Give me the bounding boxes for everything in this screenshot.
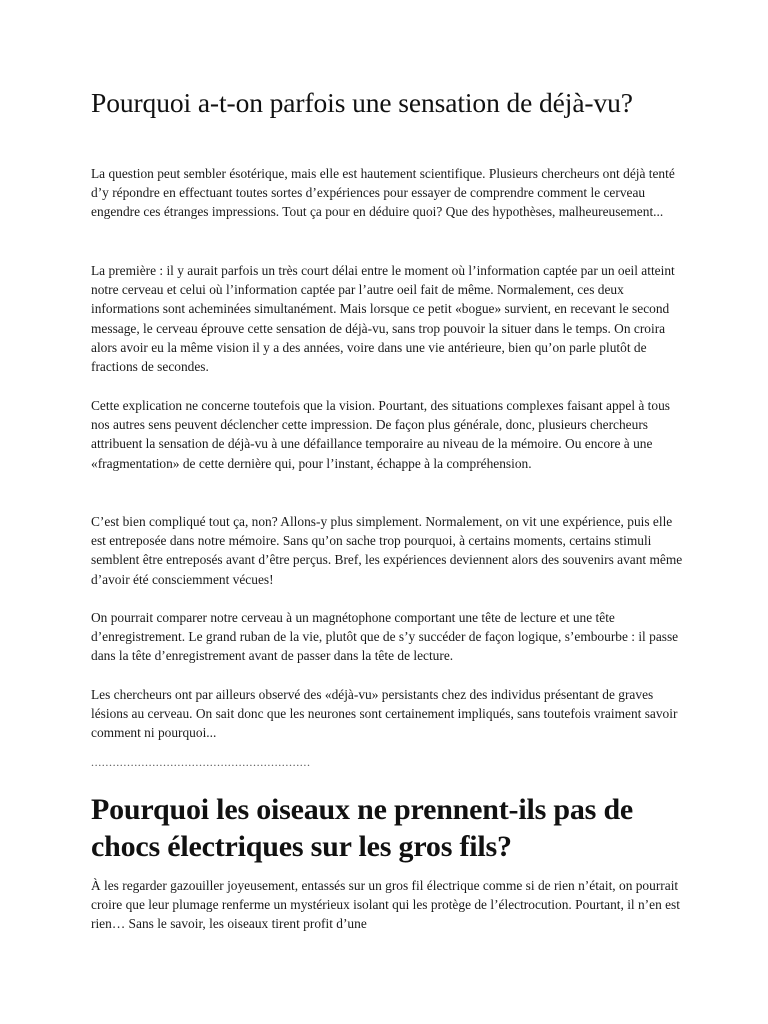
dotted-separator: ............................................................. [91, 755, 311, 769]
paragraph: La question peut sembler ésotérique, mais elle est hautement scientifique. Plusieurs chercheurs ont déjà tenté d’y répondre en effectuant toutes sortes d’expériences pour essayer de comprendre comment le cerveau engendre ces étranges impressions. Tout ça pour en déduire quoi? Que des hypothèses, malheureusement... [91, 166, 675, 220]
paragraph: La première : il y aurait parfois un très court délai entre le moment où l’information captée par un oeil atteint notre cerveau et celui où l’information captée par l’autre oeil fait de même. Normalement, ces deux informations sont acheminées simultanément. Mais lorsque ce petit «bogue» survient, en recevant le second message, le cerveau éprouve cette sensation de déjà-vu, sans trop pouvoir la situer dans le temps. On croira alors avoir eu la même vision il y a des années, voire dans une vie antérieure, bien qu’on parle plutôt de fractions de secondes. [91, 263, 675, 375]
paragraph: À les regarder gazouiller joyeusement, entassés sur un gros fil électrique comme si de rien n’était, on pourrait croire que leur plumage renferme un mystérieux isolant qui les protège de l’électrocution. Pourtant, il n’en est rien… Sans le savoir, les oiseaux tirent profit d’une [91, 878, 680, 932]
paragraph: C’est bien compliqué tout ça, non? Allons-y plus simplement. Normalement, on vit une expérience, puis elle est entreposée dans notre mémoire. Sans qu’on sache trop pourquoi, à certains moments, certains stimuli semblent être entreposés avant d’être perçus. Bref, les expériences deviennent alors des souvenirs avant même d’avoir été consciemment vécues! [91, 514, 683, 587]
article-title-oiseaux: Pourquoi les oiseaux ne prennent-ils pas de chocs électriques sur les gros fils? [91, 793, 634, 863]
article-title-deja-vu: Pourquoi a-t-on parfois une sensation de déjà-vu? [91, 87, 633, 118]
paragraph: Les chercheurs ont par ailleurs observé des «déjà-vu» persistants chez des individus présentant de graves lésions au cerveau. On sait donc que les neurones sont certainement impliqués, sans toutefois vraiment savoir comment ni pourquoi... [91, 687, 678, 741]
paragraph: Cette explication ne concerne toutefois que la vision. Pourtant, des situations complexes faisant appel à tous nos autres sens peuvent déclencher cette impression. De façon plus générale, donc, plusieurs chercheurs attribuent la sensation de déjà-vu à une défaillance temporaire au niveau de la mémoire. Ou encore à une «fragmentation» de cette dernière qui, pour l’instant, échappe à la compréhension. [91, 398, 670, 471]
paragraph: On pourrait comparer notre cerveau à un magnétophone comportant une tête de lecture et une tête d’enregistrement. Le grand ruban de la vie, plutôt que de s’y succéder de façon logique, s’embourbe : il passe dans la tête d’enregistrement avant de passer dans la tête de lecture. [91, 610, 679, 664]
